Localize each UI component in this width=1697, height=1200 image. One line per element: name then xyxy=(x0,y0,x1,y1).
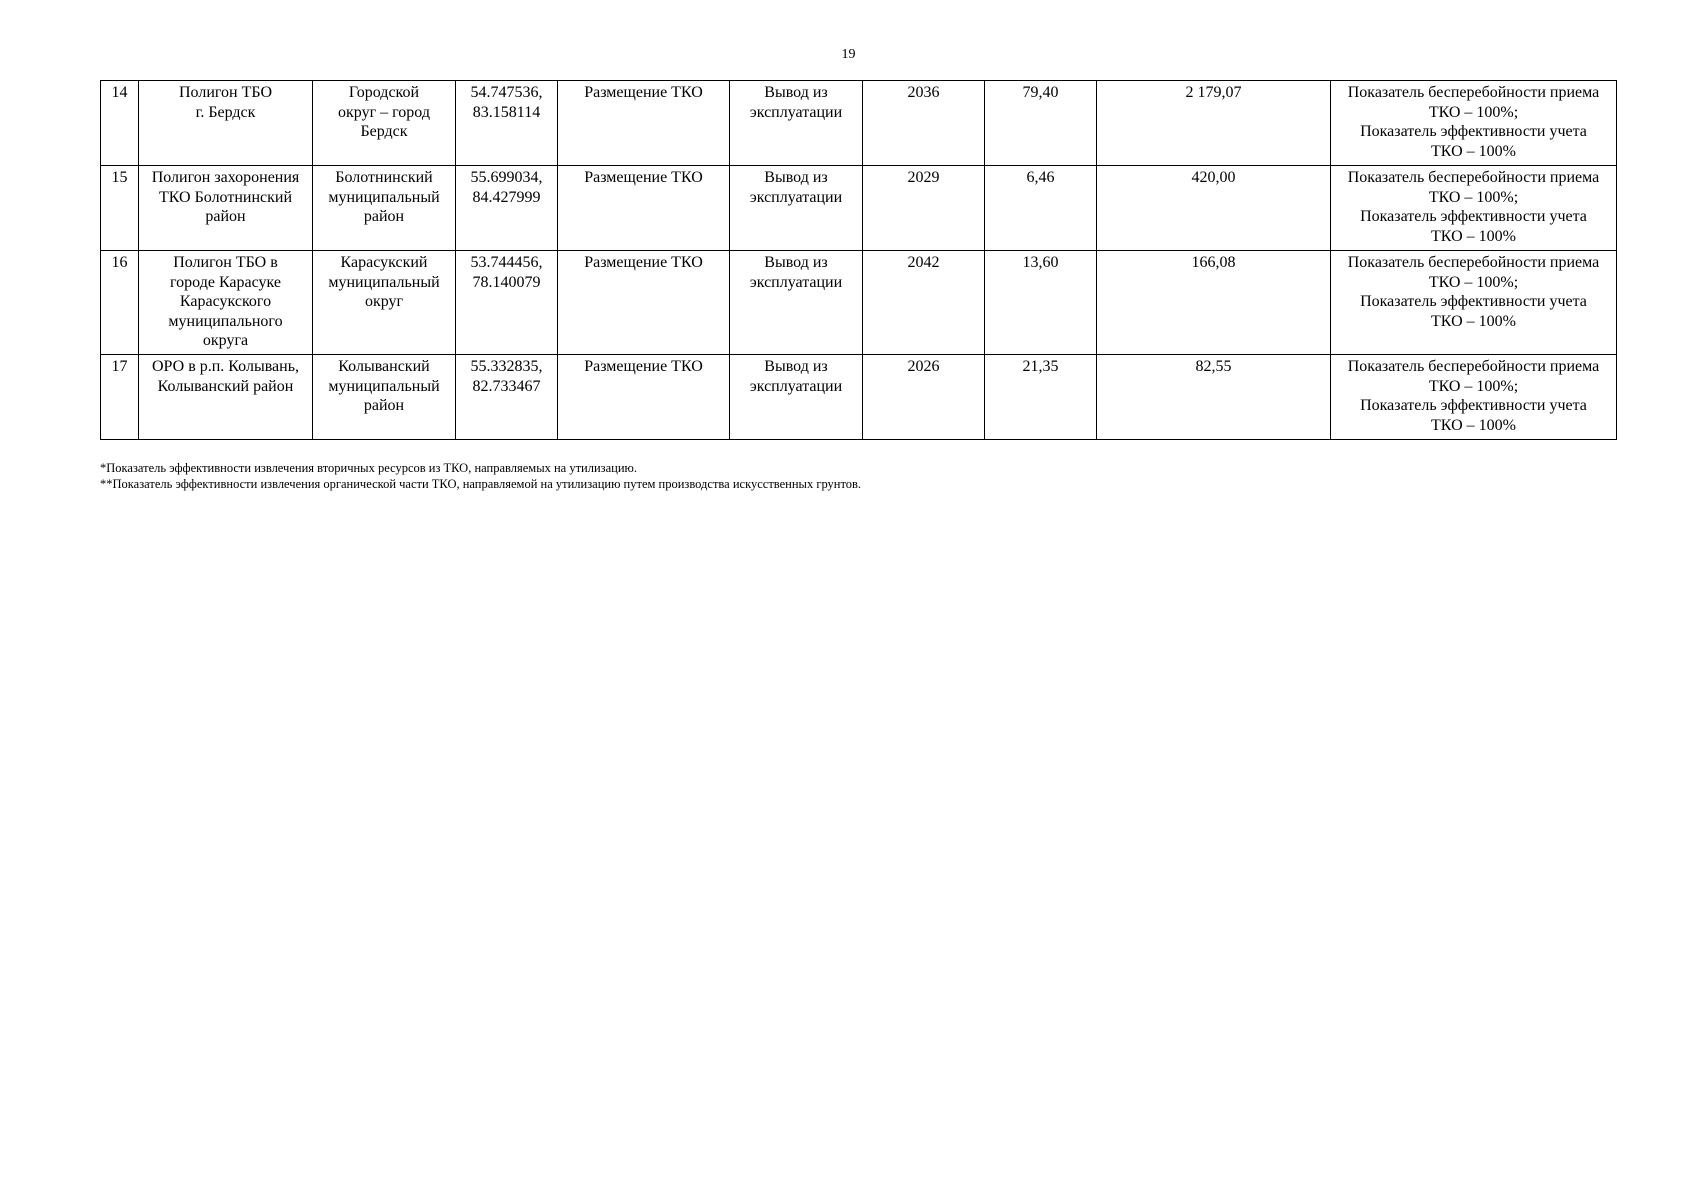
year-cell: 2026 xyxy=(863,355,985,440)
indicators-cell: Показатель бесперебойности приема ТКО – 100%; Показатель эффективности учета ТКО – 100% xyxy=(1331,355,1617,440)
municipality-cell: Городской округ – город Бердск xyxy=(313,81,456,166)
coordinates-cell: 55.699034, 84.427999 xyxy=(456,166,558,251)
activity-cell: Размещение ТКО xyxy=(558,166,730,251)
status-cell: Вывод из эксплуатации xyxy=(730,166,863,251)
indicators-cell: Показатель бесперебойности приема ТКО – 100%; Показатель эффективности учета ТКО – 100% xyxy=(1331,251,1617,355)
row-number-cell: 14 xyxy=(101,81,139,166)
footnote-secondary-resources: *Показатель эффективности извлечения вторичных ресурсов из ТКО, направляемых на утилизацию. xyxy=(100,461,637,475)
activity-cell: Размещение ТКО xyxy=(558,81,730,166)
page-number: 19 xyxy=(841,47,856,62)
activity-cell: Размещение ТКО xyxy=(558,355,730,440)
value2-cell: 82,55 xyxy=(1097,355,1331,440)
indicators-cell: Показатель бесперебойности приема ТКО – 100%; Показатель эффективности учета ТКО – 100% xyxy=(1331,166,1617,251)
municipality-cell: Колыванский муниципальный район xyxy=(313,355,456,440)
year-cell: 2036 xyxy=(863,81,985,166)
year-cell: 2029 xyxy=(863,166,985,251)
value1-cell: 13,60 xyxy=(985,251,1097,355)
municipality-cell: Карасукский муниципальный округ xyxy=(313,251,456,355)
row-number-cell: 15 xyxy=(101,166,139,251)
coordinates-cell: 55.332835, 82.733467 xyxy=(456,355,558,440)
footnotes xyxy=(100,460,1500,492)
value1-cell: 21,35 xyxy=(985,355,1097,440)
status-cell: Вывод из эксплуатации xyxy=(730,251,863,355)
value2-cell: 420,00 xyxy=(1097,166,1331,251)
value2-cell: 166,08 xyxy=(1097,251,1331,355)
row-number-cell: 16 xyxy=(101,251,139,355)
status-cell: Вывод из эксплуатации xyxy=(730,355,863,440)
table-row xyxy=(101,251,1617,355)
row-number-cell: 17 xyxy=(101,355,139,440)
facilities-table xyxy=(100,80,1617,440)
value1-cell: 79,40 xyxy=(985,81,1097,166)
municipality-cell: Болотнинский муниципальный район xyxy=(313,166,456,251)
status-cell: Вывод из эксплуатации xyxy=(730,81,863,166)
table-row xyxy=(101,166,1617,251)
footnote-organic-fraction: **Показатель эффективности извлечения органической части ТКО, направляемой на утилизацию путем производства искусственных грунтов. xyxy=(100,477,862,491)
facility-name-cell: Полигон захоронения ТКО Болотнинский район xyxy=(139,166,313,251)
table-row xyxy=(101,81,1617,166)
table-row xyxy=(101,355,1617,440)
activity-cell: Размещение ТКО xyxy=(558,251,730,355)
facility-name-cell: ОРО в р.п. Колывань, Колыванский район xyxy=(139,355,313,440)
coordinates-cell: 54.747536, 83.158114 xyxy=(456,81,558,166)
value2-cell: 2 179,07 xyxy=(1097,81,1331,166)
year-cell: 2042 xyxy=(863,251,985,355)
facilities-table-wrap xyxy=(100,80,1616,440)
value1-cell: 6,46 xyxy=(985,166,1097,251)
indicators-cell: Показатель бесперебойности приема ТКО – 100%; Показатель эффективности учета ТКО – 100% xyxy=(1331,81,1617,166)
coordinates-cell: 53.744456, 78.140079 xyxy=(456,251,558,355)
facility-name-cell: Полигон ТБО в городе Карасуке Карасукского муниципального округа xyxy=(139,251,313,355)
facility-name-cell: Полигон ТБО г. Бердск xyxy=(139,81,313,166)
